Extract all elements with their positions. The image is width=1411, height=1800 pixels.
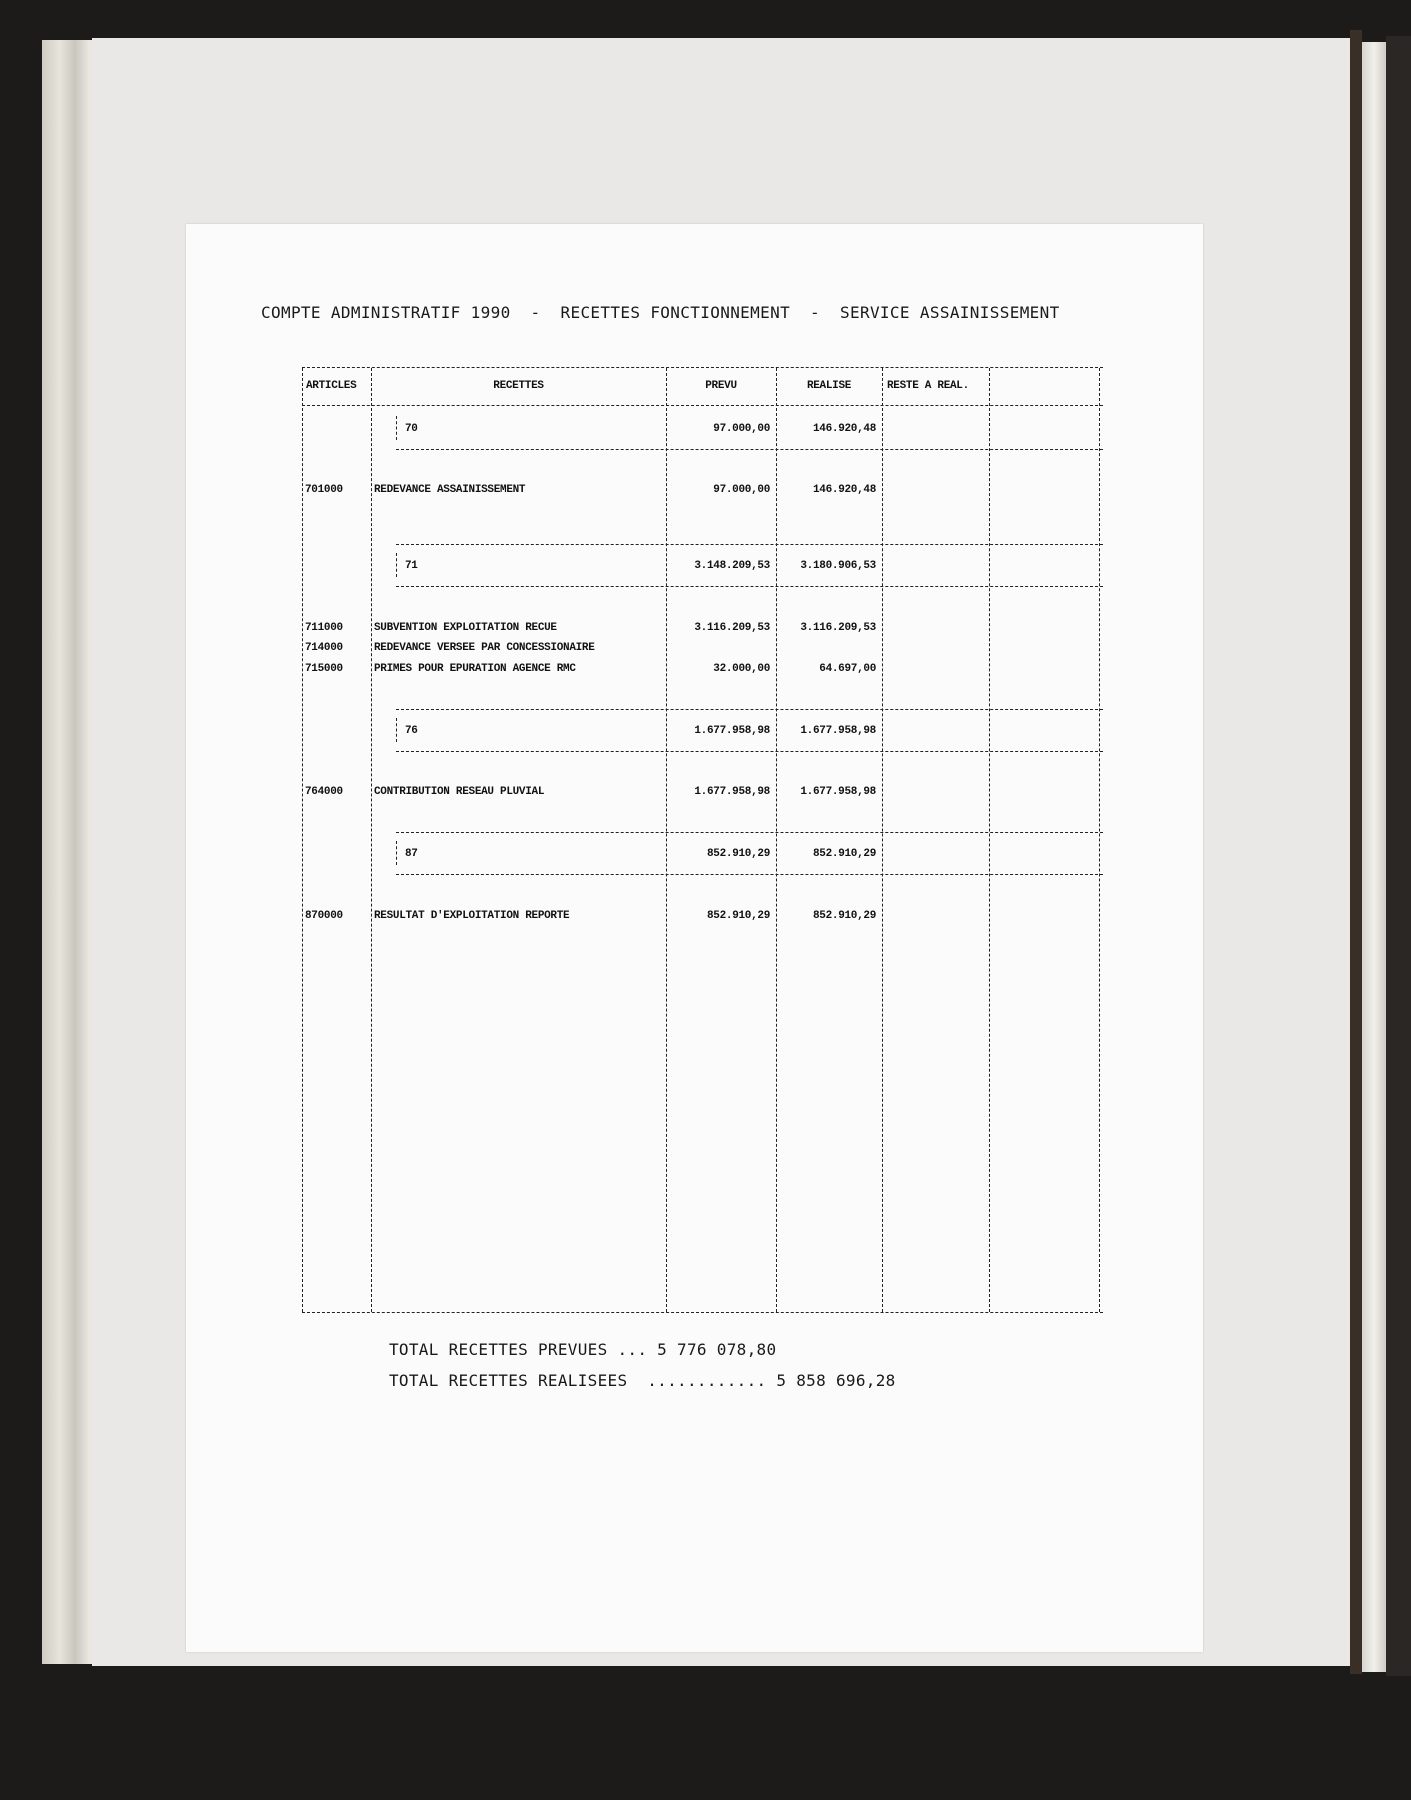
article-code: 764000 [305, 786, 343, 798]
chapter-rule [396, 751, 1103, 752]
chapter-code: 70 [405, 423, 418, 435]
header-prevu: PREVU [705, 380, 737, 392]
article-label: REDEVANCE VERSEE PAR CONCESSIONAIRE [374, 642, 595, 654]
total-recettes-realisees: TOTAL RECETTES REALISEES ............ 5 858 696,28 [389, 1371, 896, 1390]
chapter-rule-v [396, 416, 397, 440]
chapter-realise: 146.920,48 [812, 423, 876, 435]
chapter-rule-v [396, 553, 397, 577]
chapter-code: 87 [405, 848, 418, 860]
chapter-rule [396, 586, 1103, 587]
header-reste-a-real: RESTE A REAL. [887, 380, 969, 392]
article-label: CONTRIBUTION RESEAU PLUVIAL [374, 786, 545, 798]
article-realise: 146.920,48 [812, 484, 876, 496]
chapter-rule [396, 874, 1103, 875]
column-rule [989, 368, 990, 1312]
chapter-rule-v [396, 718, 397, 742]
column-rule [882, 368, 883, 1312]
article-prevu: 852.910,29 [706, 910, 770, 922]
chapter-code: 76 [405, 725, 418, 737]
article-code: 715000 [305, 663, 343, 675]
article-code: 870000 [305, 910, 343, 922]
chapter-prevu: 3.148.209,53 [694, 560, 770, 572]
column-rule [1099, 368, 1100, 1312]
header-articles: ARTICLES [306, 380, 357, 392]
chapter-prevu: 1.677.958,98 [694, 725, 770, 737]
column-rule [302, 368, 303, 1312]
chapter-rule-v [396, 841, 397, 865]
chapter-rule [396, 544, 1103, 545]
chapter-rule [396, 709, 1103, 710]
chapter-rule [396, 832, 1103, 833]
document-sheet [186, 224, 1203, 1652]
book-right-page-edge [1362, 42, 1386, 1672]
article-prevu: 97.000,00 [713, 484, 770, 496]
document-title: COMPTE ADMINISTRATIF 1990 - RECETTES FONCTIONNEMENT - SERVICE ASSAINISSEMENT [261, 303, 1060, 322]
book-spine [1350, 30, 1362, 1674]
recettes-table [302, 367, 1103, 1313]
header-rule [302, 405, 1103, 406]
article-label: PRIMES POUR EPURATION AGENCE RMC [374, 663, 576, 675]
chapter-prevu: 852.910,29 [706, 848, 770, 860]
chapter-rule [396, 449, 1103, 450]
book-right-gutter [1386, 36, 1411, 1676]
article-code: 714000 [305, 642, 343, 654]
column-rule [371, 368, 372, 1312]
article-realise: 3.116.209,53 [800, 622, 876, 634]
article-code: 701000 [305, 484, 343, 496]
chapter-realise: 1.677.958,98 [800, 725, 876, 737]
article-label: RESULTAT D'EXPLOITATION REPORTE [374, 910, 570, 922]
chapter-prevu: 97.000,00 [713, 423, 770, 435]
article-label: REDEVANCE ASSAINISSEMENT [374, 484, 526, 496]
article-prevu: 1.677.958,98 [694, 786, 770, 798]
article-code: 711000 [305, 622, 343, 634]
chapter-realise: 3.180.906,53 [800, 560, 876, 572]
article-prevu: 32.000,00 [713, 663, 770, 675]
article-prevu: 3.116.209,53 [694, 622, 770, 634]
article-label: SUBVENTION EXPLOITATION RECUE [374, 622, 557, 634]
column-rule [776, 368, 777, 1312]
column-rule [666, 368, 667, 1312]
article-realise: 64.697,00 [819, 663, 876, 675]
total-recettes-prevues: TOTAL RECETTES PREVUES ... 5 776 078,80 [389, 1340, 777, 1359]
article-realise: 852.910,29 [812, 910, 876, 922]
chapter-realise: 852.910,29 [812, 848, 876, 860]
header-realise: REALISE [806, 380, 852, 392]
article-realise: 1.677.958,98 [800, 786, 876, 798]
chapter-code: 71 [405, 560, 418, 572]
header-recettes: RECETTES [493, 380, 544, 392]
